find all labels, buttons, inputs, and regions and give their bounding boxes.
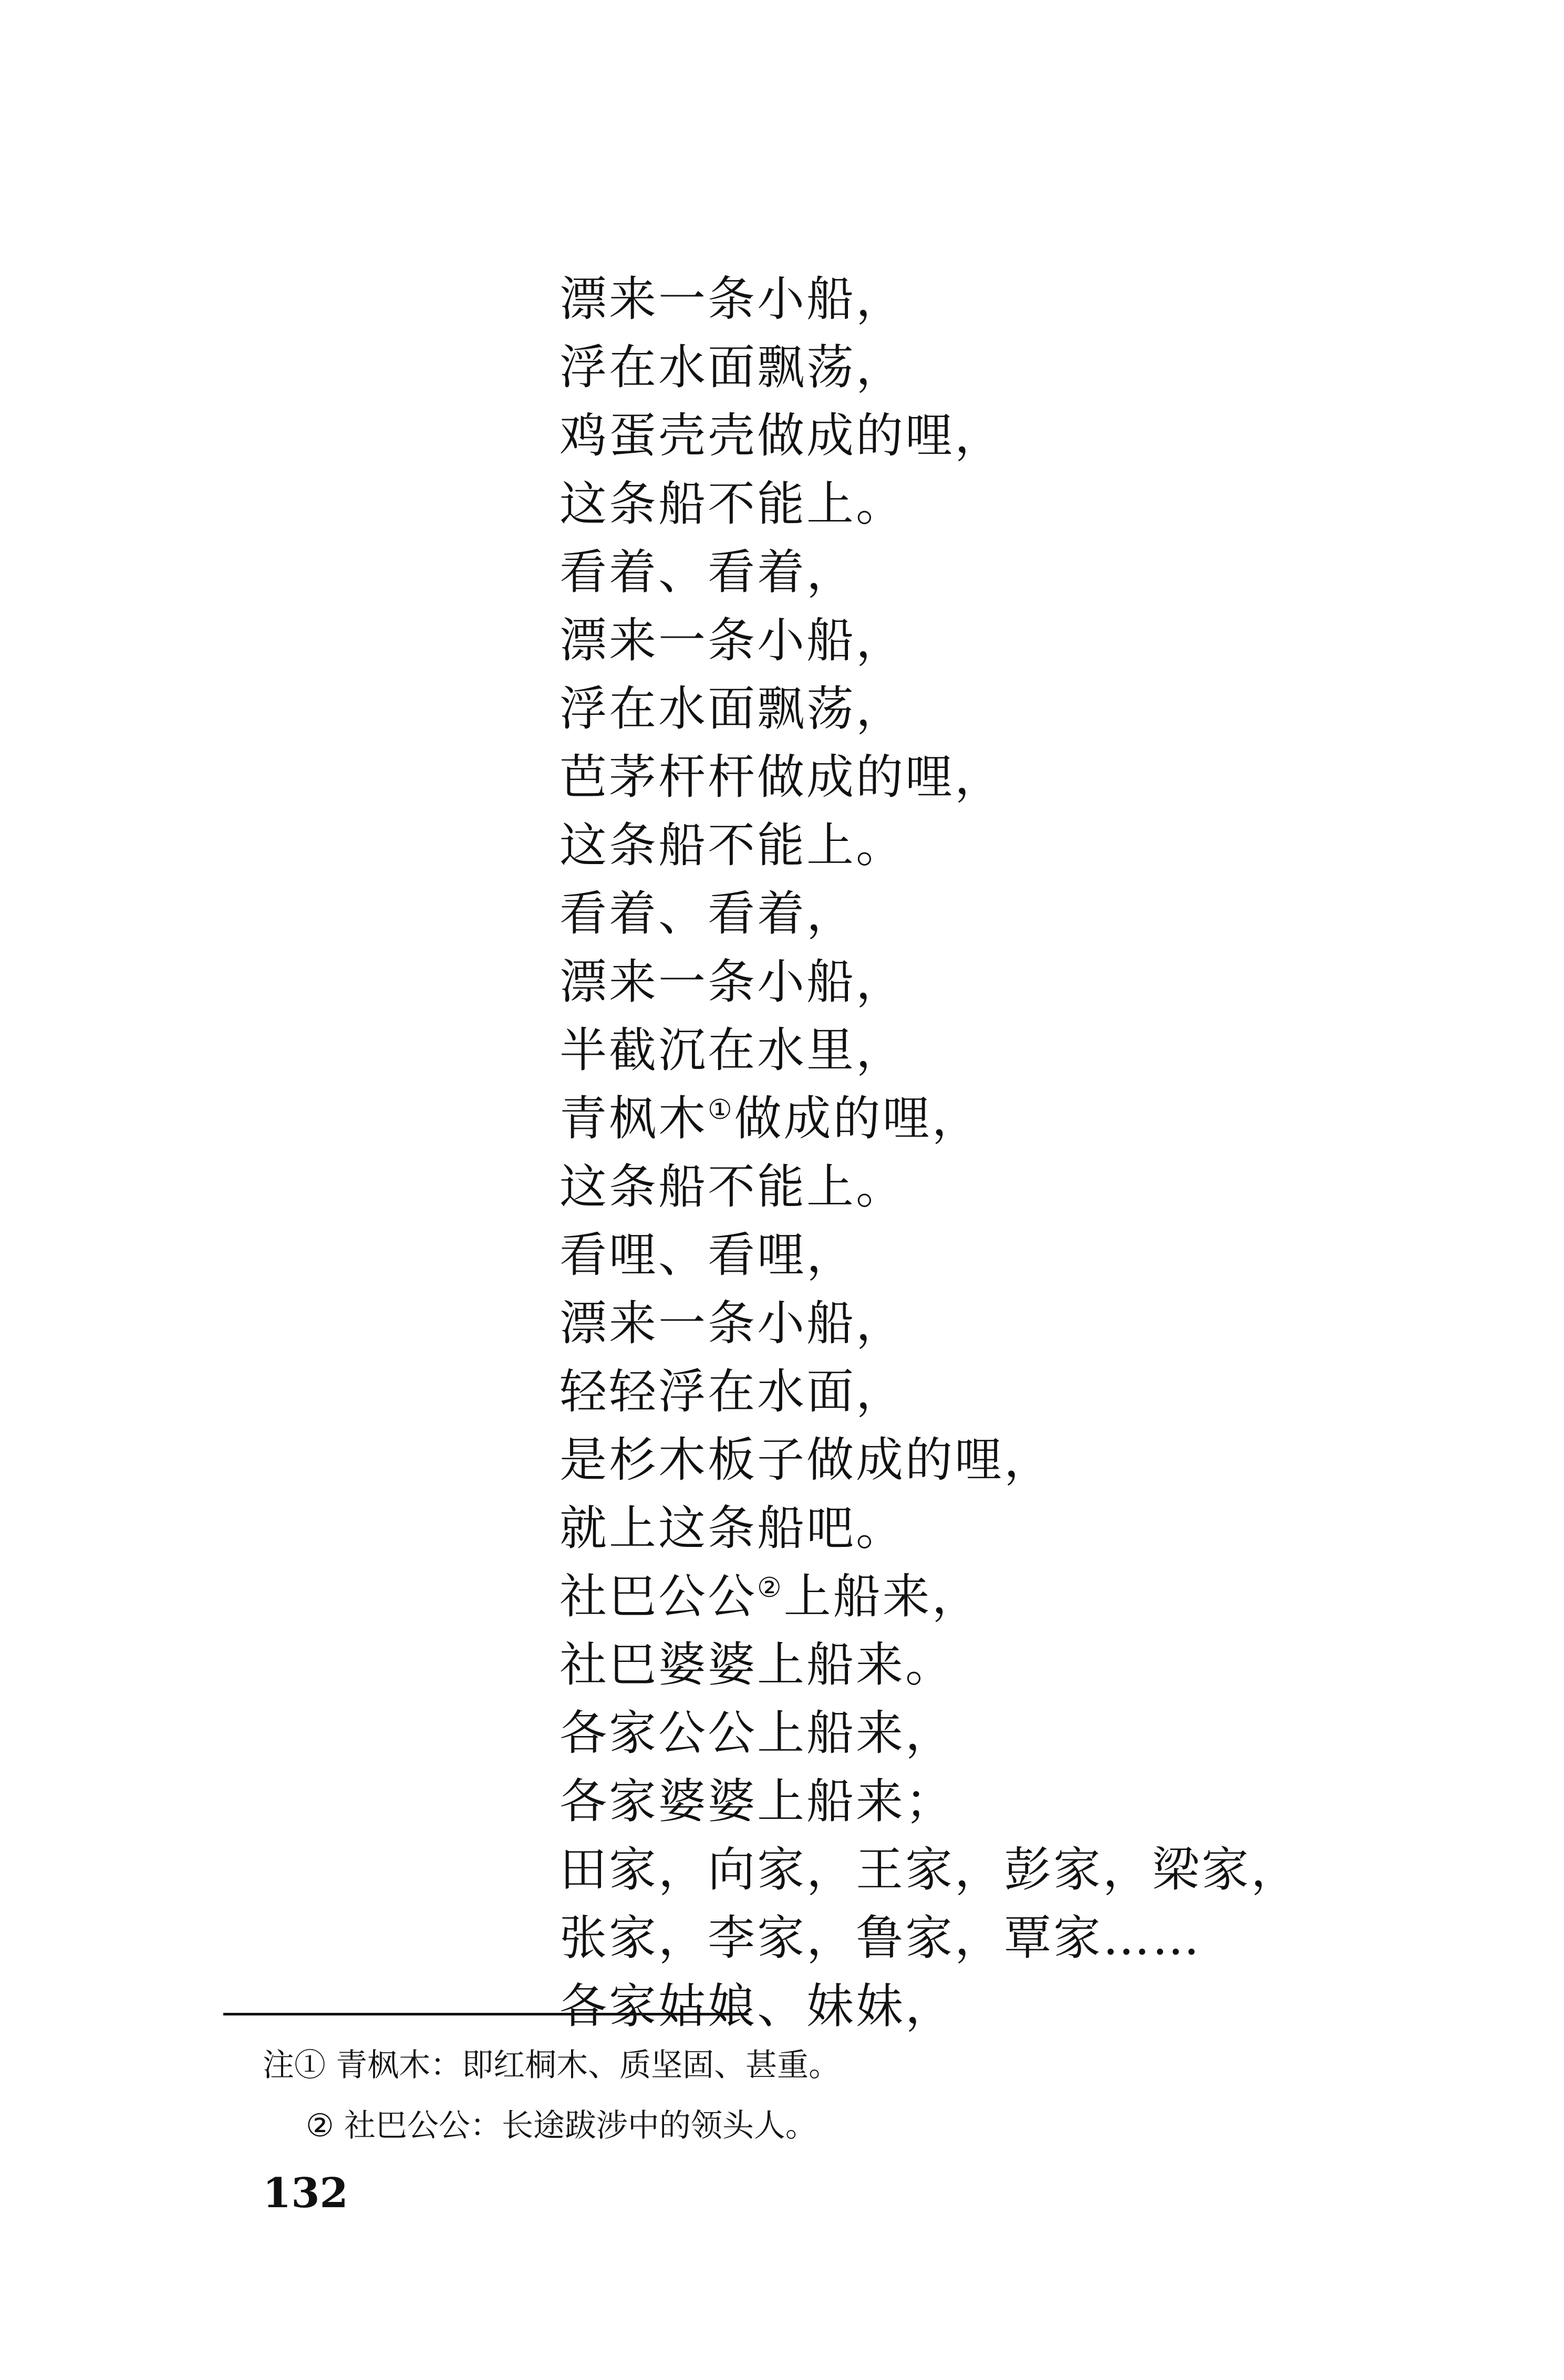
footnote-marker: 注① bbox=[263, 2047, 326, 2084]
poem-line: 是杉木板子做成的哩， bbox=[560, 1432, 1053, 1488]
poem-line: 这条船不能上。 bbox=[560, 1159, 905, 1214]
poem-text: 上船来， bbox=[783, 1569, 981, 1624]
poem-text: 社巴公公 bbox=[560, 1569, 757, 1624]
footnote-1 bbox=[263, 2035, 840, 2096]
poem-line: 漂来一条小船， bbox=[560, 1296, 905, 1351]
poem-line: 各家婆婆上船来； bbox=[560, 1774, 955, 1829]
page-number: 132 bbox=[263, 2169, 348, 2217]
poem-line: 田家，向家，王家，彭家，梁家， bbox=[560, 1842, 1300, 1897]
poem-line: 鸡蛋壳壳做成的哩， bbox=[560, 408, 1004, 463]
poem-line: 看着、看着， bbox=[560, 545, 856, 600]
footnote-ref-2[interactable]: ② bbox=[757, 1572, 784, 1604]
poem-line: 就上这条船吧。 bbox=[560, 1501, 905, 1556]
poem-line-with-note-2 bbox=[560, 1563, 1300, 1631]
poem-line: 各家公公上船来， bbox=[560, 1706, 955, 1761]
poem-line: 各家姑娘、妹妹， bbox=[560, 1979, 955, 2034]
poem-line: 看着、看着， bbox=[560, 886, 856, 941]
poem-text: 做成的哩， bbox=[734, 1091, 981, 1146]
poem-line: 这条船不能上。 bbox=[560, 818, 905, 873]
footnote-divider bbox=[223, 2013, 749, 2015]
poem-line: 张家，李家，鲁家，覃家…… bbox=[560, 1910, 1202, 1966]
poem-line: 社巴婆婆上船来。 bbox=[560, 1637, 955, 1692]
poem-line: 轻轻浮在水面， bbox=[560, 1364, 905, 1419]
footnote-ref-1[interactable]: ① bbox=[708, 1094, 734, 1126]
poem-line: 芭茅杆杆做成的哩， bbox=[560, 750, 1004, 805]
poem bbox=[560, 265, 1300, 2041]
poem-line: 看哩、看哩， bbox=[560, 1228, 856, 1283]
footnote-marker: ② bbox=[306, 2107, 334, 2144]
poem-line: 漂来一条小船， bbox=[560, 272, 905, 327]
poem-line: 这条船不能上。 bbox=[560, 476, 905, 532]
footnote-2 bbox=[263, 2096, 840, 2156]
poem-line: 漂来一条小船， bbox=[560, 954, 905, 1010]
footnote-text: 青枫木：即红桐木、质坚固、甚重。 bbox=[336, 2047, 841, 2084]
poem-line-with-note-1 bbox=[560, 1085, 1300, 1153]
poem-line: 漂来一条小船， bbox=[560, 613, 905, 668]
poem-line: 半截沉在水里， bbox=[560, 1023, 905, 1078]
footnotes bbox=[263, 2035, 840, 2156]
poem-line: 浮在水面飘荡， bbox=[560, 340, 905, 395]
poem-line: 浮在水面飘荡， bbox=[560, 681, 905, 736]
footnote-text: 社巴公公：长途跋涉中的领头人。 bbox=[344, 2107, 817, 2144]
poem-text: 青枫木 bbox=[560, 1091, 708, 1146]
